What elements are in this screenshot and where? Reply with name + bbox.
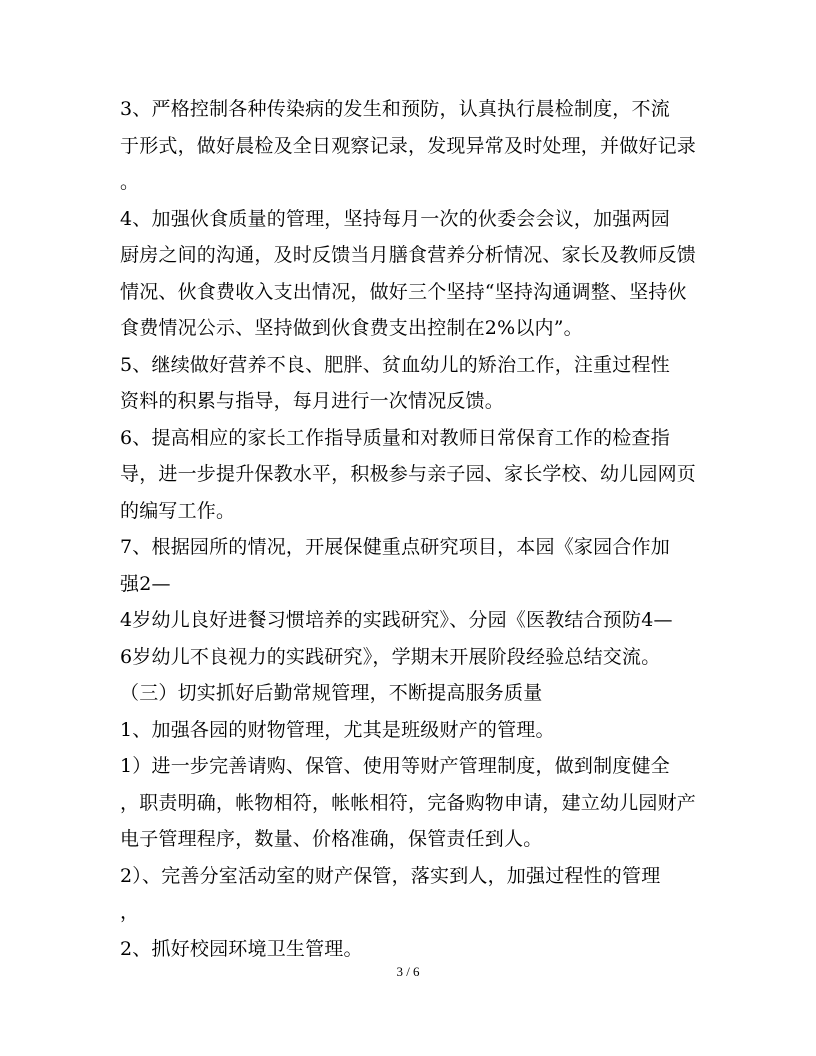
text-line: ，职责明确，帐物相符，帐帐相符，完备购物申请，建立幼儿园财产 xyxy=(120,792,697,814)
text-line: 厨房之间的沟通，及时反馈当月膳食营养分析情况、家长及教师反馈 xyxy=(120,244,697,266)
text-line: 6、提高相应的家长工作指导质量和对教师日常保育工作的检查指 xyxy=(120,427,670,449)
text-line: 情况、伙食费收入支出情况，做好三个坚持“坚持沟通调整、坚持伙 xyxy=(120,281,687,303)
text-line: 2、抓好校园环境卫生管理。 xyxy=(120,938,363,960)
text-line: 1、加强各园的财物管理，尤其是班级财产的管理。 xyxy=(120,719,555,741)
text-line: 6岁幼儿不良视力的实践研究》，学期末开展阶段经验总结交流。 xyxy=(120,646,661,668)
section-heading: （三）切实抓好后勤常规管理，不断提高服务质量 xyxy=(120,682,543,704)
text-line: 导，进一步提升保教水平，积极参与亲子园、家长学校、幼儿园网页 xyxy=(120,463,697,485)
text-line: ， xyxy=(120,901,140,923)
text-line: 强2— xyxy=(120,573,171,595)
text-line: 1）进一步完善请购、保管、使用等财产管理制度，做到制度健全 xyxy=(120,755,670,777)
text-line: 4岁幼儿良好进餐习惯培养的实践研究》、分园《医教结合预防4— xyxy=(120,609,673,631)
text-line: 4、加强伙食质量的管理，坚持每月一次的伙委会会议，加强两园 xyxy=(120,208,670,230)
text-line: 食费情况公示、坚持做到伙食费支出控制在2%以内”。 xyxy=(120,317,583,339)
text-line: 资料的积累与指导，每月进行一次情况反馈。 xyxy=(120,390,505,412)
text-line: 于形式，做好晨检及全日观察记录，发现异常及时处理，并做好记录 xyxy=(120,135,697,157)
text-line: 3、严格控制各种传染病的发生和预防，认真执行晨检制度，不流 xyxy=(120,98,670,120)
text-line: 。 xyxy=(120,171,140,193)
text-line: 7、根据园所的情况，开展保健重点研究项目，本园《家园合作加 xyxy=(120,536,670,558)
text-line: 的编写工作。 xyxy=(120,500,236,522)
text-line: 电子管理程序，数量、价格准确，保管责任到人。 xyxy=(120,828,543,850)
text-line: 2）、完善分室活动室的财产保管，落实到人，加强过程性的管理 xyxy=(120,865,661,887)
page-number: 3 / 6 xyxy=(396,964,420,979)
text-line: 5、继续做好营养不良、肥胖、贫血幼儿的矫治工作，注重过程性 xyxy=(120,354,670,376)
